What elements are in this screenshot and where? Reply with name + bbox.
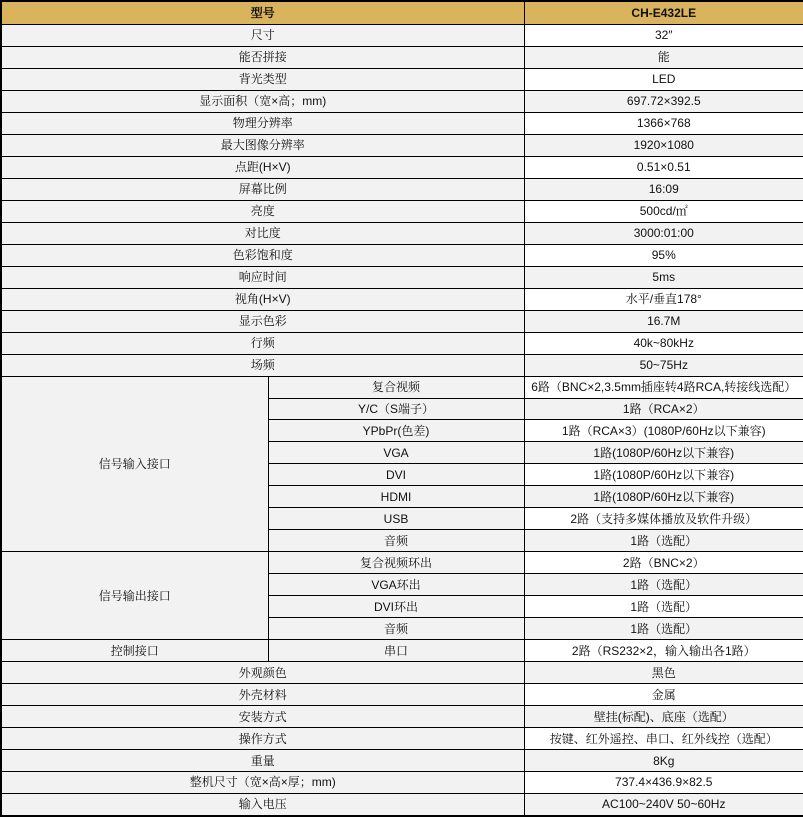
spec-label: 操作方式 <box>1 728 524 750</box>
spec-value: 2路（BNC×2） <box>524 552 803 574</box>
spec-label: 外壳材料 <box>1 684 524 706</box>
general-section <box>1 662 803 816</box>
model-header-label: 型号 <box>1 1 524 25</box>
spec-row <box>1 706 803 728</box>
spec-label: 重量 <box>1 750 524 772</box>
spec-label: 对比度 <box>1 222 524 244</box>
spec-label: DVI <box>268 464 524 486</box>
spec-value: 1路（选配） <box>524 530 803 552</box>
spec-label: 整机尺寸（宽×高×厚；mm) <box>1 771 524 793</box>
spec-row <box>1 728 803 750</box>
spec-row <box>1 793 803 816</box>
signal-input-section <box>1 376 803 552</box>
spec-value: 1路(1080P/60Hz以下兼容) <box>524 486 803 508</box>
spec-label: 安装方式 <box>1 706 524 728</box>
spec-value: 6路（BNC×2,3.5mm插座转4路RCA,转接线选配） <box>524 376 803 398</box>
spec-row <box>1 25 803 47</box>
basic-specs-section <box>1 25 803 377</box>
spec-row <box>1 332 803 354</box>
spec-value: 1路（选配） <box>524 596 803 618</box>
spec-row <box>1 750 803 772</box>
spec-value: 1920×1080 <box>524 134 803 156</box>
spec-label: 尺寸 <box>1 25 524 47</box>
spec-value: AC100~240V 50~60Hz <box>524 793 803 816</box>
control-section <box>1 640 803 662</box>
spec-row <box>1 200 803 222</box>
spec-value: 水平/垂直178° <box>524 288 803 310</box>
spec-label: YPbPr(色差) <box>268 420 524 442</box>
spec-label: 能否拼接 <box>1 46 524 68</box>
model-header-value: CH-E432LE <box>524 1 803 25</box>
spec-row <box>1 771 803 793</box>
spec-row <box>1 222 803 244</box>
spec-value: 50~75Hz <box>524 354 803 376</box>
spec-value: 737.4×436.9×82.5 <box>524 771 803 793</box>
spec-value: 40k~80kHz <box>524 332 803 354</box>
spec-value: 1路（RCA×2） <box>524 398 803 420</box>
spec-value: 2路（RS232×2，输入输出各1路） <box>524 640 803 662</box>
spec-row <box>1 310 803 332</box>
spec-value: 697.72×392.5 <box>524 90 803 112</box>
spec-value: 16:09 <box>524 178 803 200</box>
spec-row <box>1 684 803 706</box>
spec-value: 16.7M <box>524 310 803 332</box>
spec-row <box>1 134 803 156</box>
spec-label: 场频 <box>1 354 524 376</box>
spec-value: 1路(1080P/60Hz以下兼容) <box>524 442 803 464</box>
spec-label: 显示色彩 <box>1 310 524 332</box>
spec-label: 复合视频 <box>268 376 524 398</box>
spec-label: 行频 <box>1 332 524 354</box>
spec-label: 亮度 <box>1 200 524 222</box>
spec-value: 能 <box>524 46 803 68</box>
spec-row <box>1 112 803 134</box>
spec-value: 1路（选配） <box>524 574 803 596</box>
spec-label: USB <box>268 508 524 530</box>
spec-row <box>1 266 803 288</box>
spec-label: 串口 <box>268 640 524 662</box>
spec-row <box>1 244 803 266</box>
spec-value: 32″ <box>524 25 803 47</box>
group-label-signal-input: 信号输入接口 <box>1 376 268 552</box>
spec-value: 1路（RCA×3）(1080P/60Hz以下兼容) <box>524 420 803 442</box>
spec-label: 背光类型 <box>1 68 524 90</box>
signal-output-section <box>1 552 803 640</box>
spec-value: 黑色 <box>524 662 803 684</box>
spec-label: VGA <box>268 442 524 464</box>
spec-row <box>1 68 803 90</box>
spec-row <box>1 46 803 68</box>
spec-value: 2路（支持多媒体播放及软件升级） <box>524 508 803 530</box>
spec-label: HDMI <box>268 486 524 508</box>
spec-row <box>1 178 803 200</box>
spec-label: 音频 <box>268 618 524 640</box>
spec-label: 复合视频环出 <box>268 552 524 574</box>
table-header-row <box>1 1 803 25</box>
spec-value: 3000:01:00 <box>524 222 803 244</box>
spec-label: DVI环出 <box>268 596 524 618</box>
spec-value: 5ms <box>524 266 803 288</box>
spec-value: 壁挂(标配)、底座（选配） <box>524 706 803 728</box>
spec-label: 显示面积（宽×高；mm) <box>1 90 524 112</box>
spec-value: 0.51×0.51 <box>524 156 803 178</box>
spec-label: 最大图像分辨率 <box>1 134 524 156</box>
group-label-signal-output: 信号输出接口 <box>1 552 268 640</box>
spec-value: 金属 <box>524 684 803 706</box>
spec-row <box>1 288 803 310</box>
spec-value: 1366×768 <box>524 112 803 134</box>
spec-label: Y/C（S端子） <box>268 398 524 420</box>
spec-label: 音频 <box>268 530 524 552</box>
spec-label: VGA环出 <box>268 574 524 596</box>
spec-value: 1路（选配） <box>524 618 803 640</box>
spec-value: 按键、红外遥控、串口、红外线控（选配） <box>524 728 803 750</box>
spec-value: 500cd/㎡ <box>524 200 803 222</box>
spec-label: 外观颜色 <box>1 662 524 684</box>
spec-row <box>1 90 803 112</box>
spec-label: 色彩饱和度 <box>1 244 524 266</box>
spec-row <box>1 354 803 376</box>
spec-value: 8Kg <box>524 750 803 772</box>
spec-label: 响应时间 <box>1 266 524 288</box>
spec-label: 点距(H×V) <box>1 156 524 178</box>
group-label-control: 控制接口 <box>1 640 268 662</box>
spec-value: 1路(1080P/60Hz以下兼容) <box>524 464 803 486</box>
table-header <box>1 1 803 25</box>
spec-row <box>1 376 803 398</box>
spec-label: 屏幕比例 <box>1 178 524 200</box>
spec-label: 物理分辨率 <box>1 112 524 134</box>
spec-row <box>1 552 803 574</box>
spec-row <box>1 662 803 684</box>
spec-label: 输入电压 <box>1 793 524 816</box>
spec-row <box>1 640 803 662</box>
spec-value: 95% <box>524 244 803 266</box>
spec-row <box>1 156 803 178</box>
spec-label: 视角(H×V) <box>1 288 524 310</box>
spec-value: LED <box>524 68 803 90</box>
